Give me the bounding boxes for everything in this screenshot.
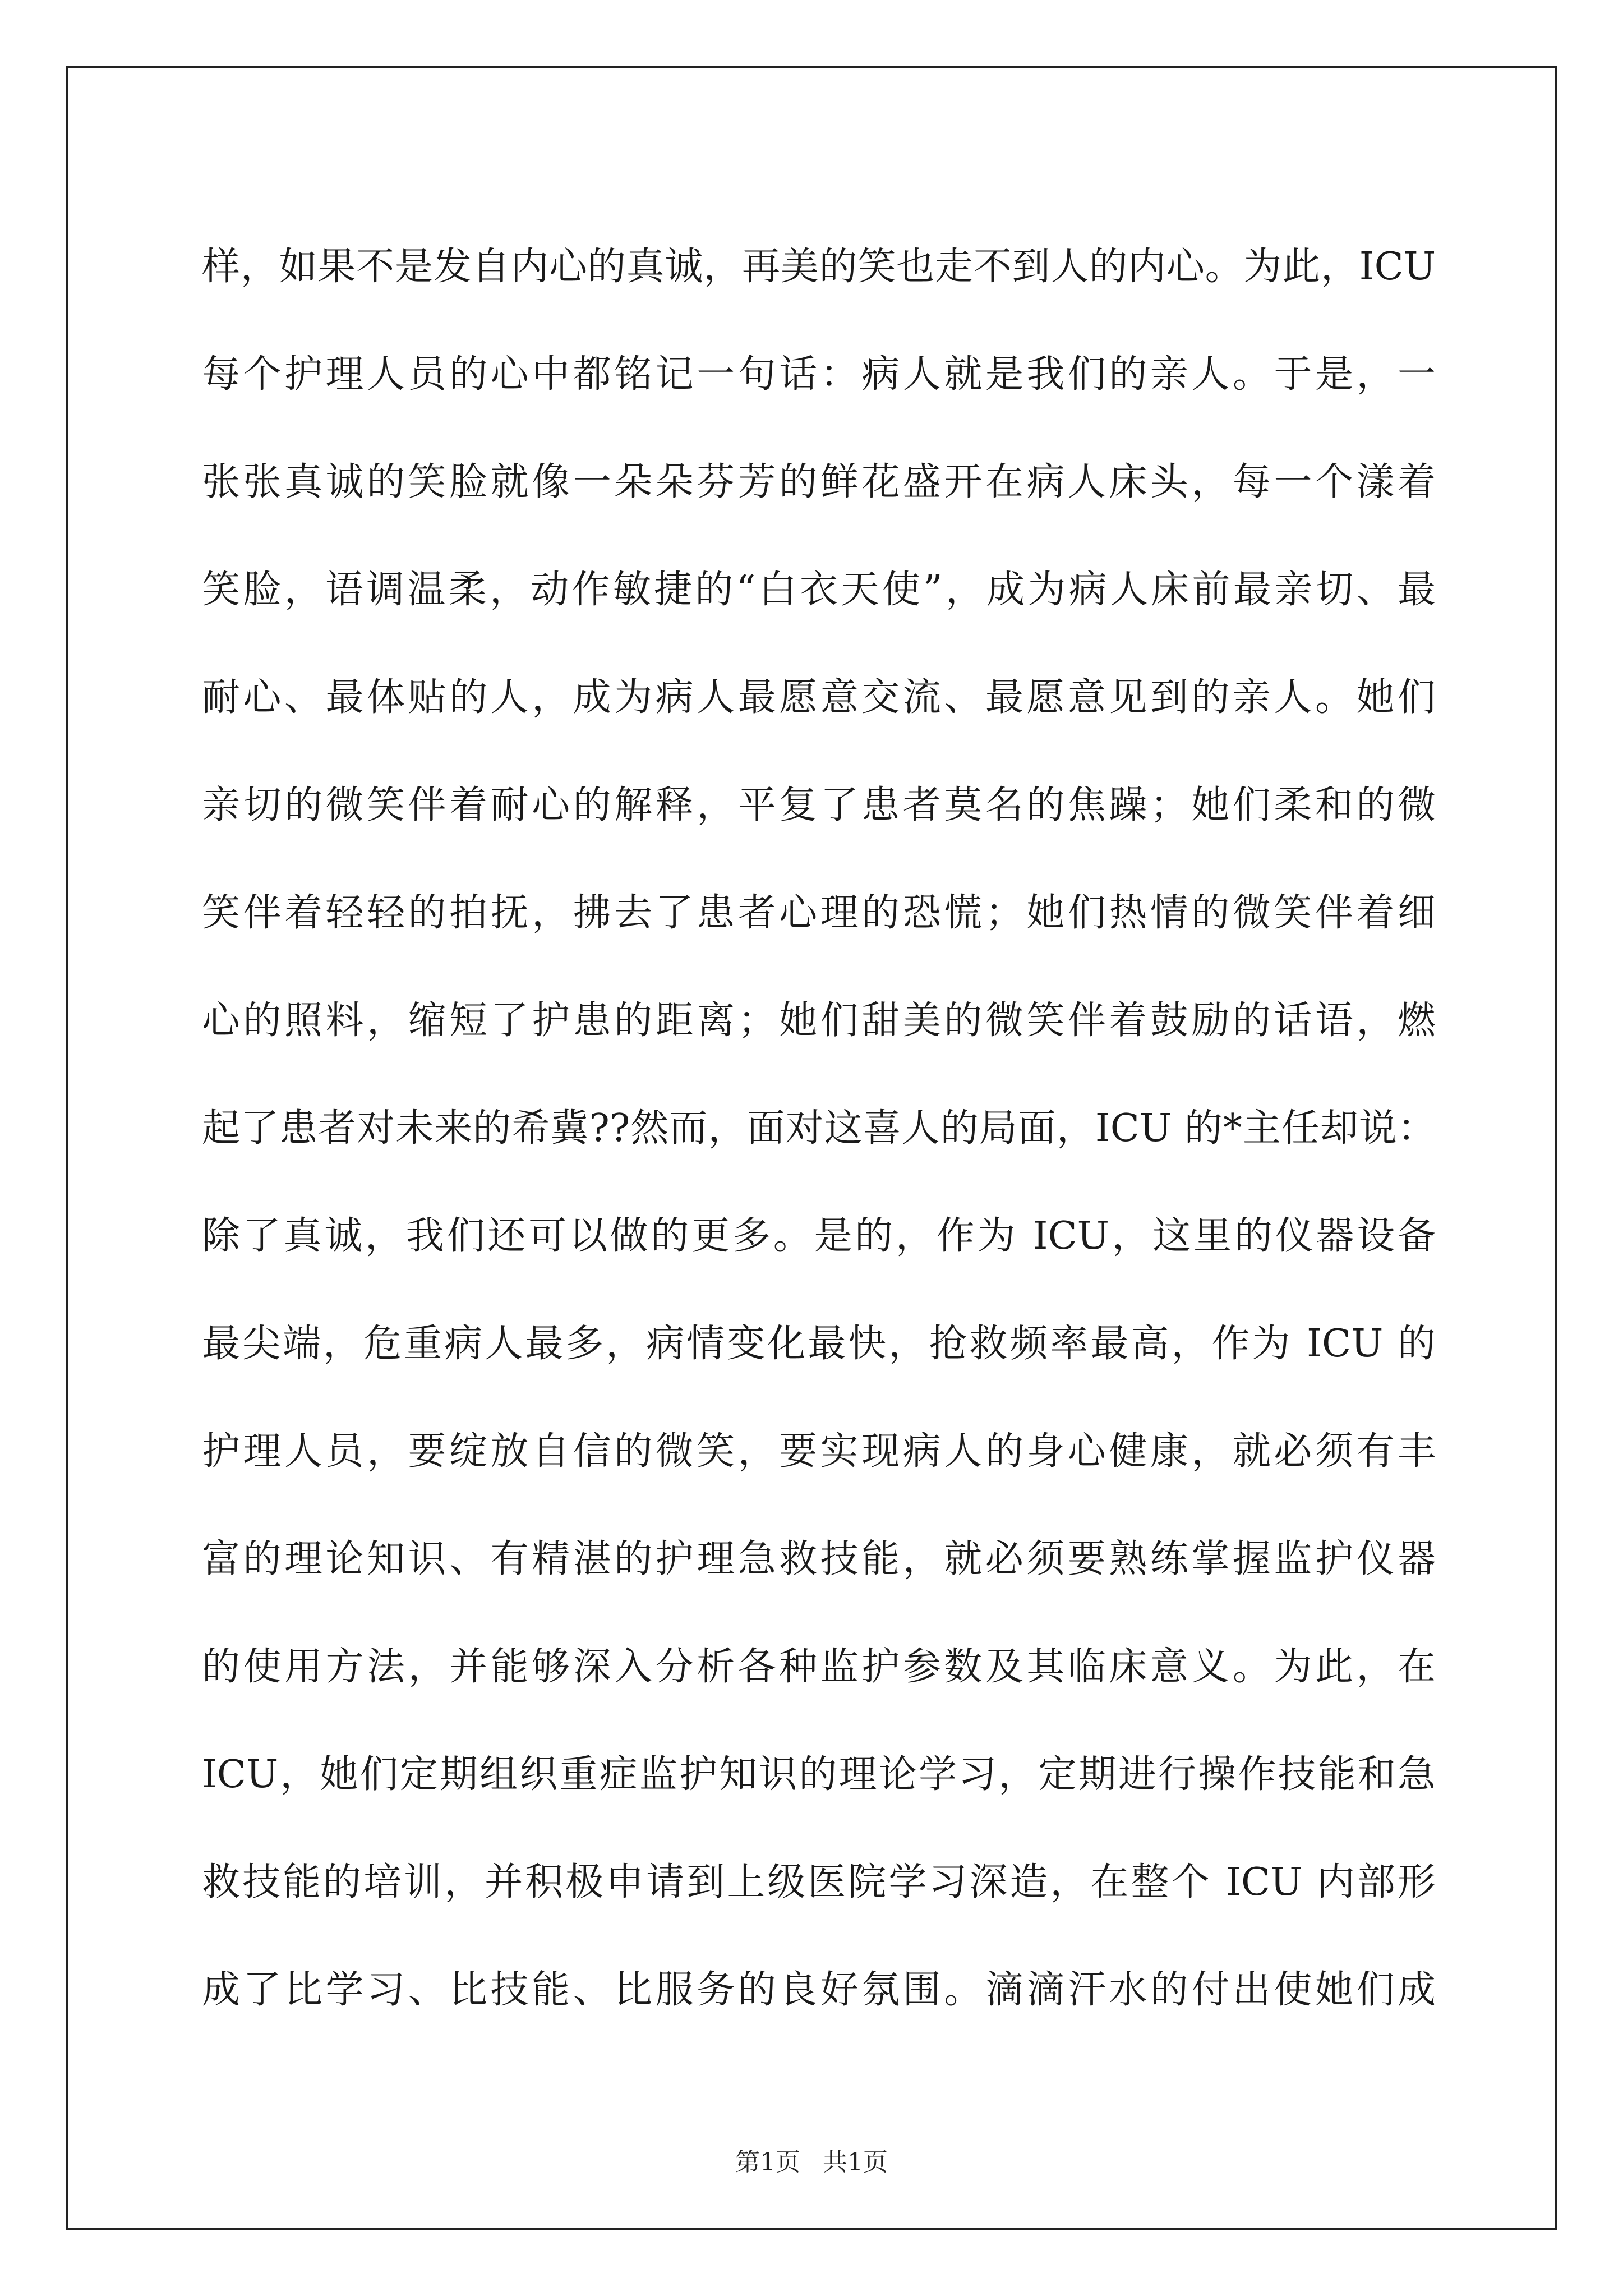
text-line: 富的理论知识、有精湛的护理急救技能，就必须要熟练掌握监护仪器: [202, 1537, 1436, 1581]
text-line: ICU，她们定期组织重症监护知识的理论学习，定期进行操作技能和急: [202, 1752, 1436, 1797]
text-line: 耐心、最体贴的人，成为病人最愿意交流、最愿意见到的亲人。她们: [202, 675, 1436, 720]
page-count: 共1页: [823, 2148, 888, 2177]
page-number: 第1页: [735, 2148, 800, 2177]
text-line: 张张真诚的笑脸就像一朵朵芬芳的鲜花盛开在病人床头，每一个漾着: [202, 460, 1436, 504]
text-line: 亲切的微笑伴着耐心的解释，平复了患者莫名的焦躁；她们柔和的微: [202, 783, 1436, 827]
text-line: 起了患者对未来的希冀??然而，面对这喜人的局面，ICU 的*主任却说：: [202, 1106, 1436, 1151]
text-line: 最尖端，危重病人最多，病情变化最快，抢救频率最高，作为 ICU 的: [202, 1322, 1436, 1366]
text-line: 笑脸，语调温柔，动作敏捷的“白衣天使”，成为病人床前最亲切、最: [202, 568, 1436, 612]
text-line: 样，如果不是发自内心的真诚，再美的笑也走不到人的内心。为此，ICU: [202, 245, 1436, 289]
text-line: 成了比学习、比技能、比服务的良好氛围。滴滴汗水的付出使她们成: [202, 1968, 1436, 2012]
text-line: 的使用方法，并能够深入分析各种监护参数及其临床意义。为此，在: [202, 1645, 1436, 1689]
text-line: 每个护理人员的心中都铭记一句话：病人就是我们的亲人。于是，一: [202, 352, 1436, 397]
text-line: 除了真诚，我们还可以做的更多。是的，作为 ICU，这里的仪器设备: [202, 1214, 1436, 1258]
text-line: 笑伴着轻轻的拍抚，拂去了患者心理的恐慌；她们热情的微笑伴着细: [202, 891, 1436, 935]
document-body: [202, 213, 1436, 2044]
text-line: 护理人员，要绽放自信的微笑，要实现病人的身心健康，就必须有丰: [202, 1429, 1436, 1474]
text-line: 救技能的培训，并积极申请到上级医院学习深造，在整个 ICU 内部形: [202, 1860, 1436, 1904]
text-line: 心的照料，缩短了护患的距离；她们甜美的微笑伴着鼓励的话语，燃: [202, 999, 1436, 1043]
page-footer: [0, 2146, 1623, 2179]
